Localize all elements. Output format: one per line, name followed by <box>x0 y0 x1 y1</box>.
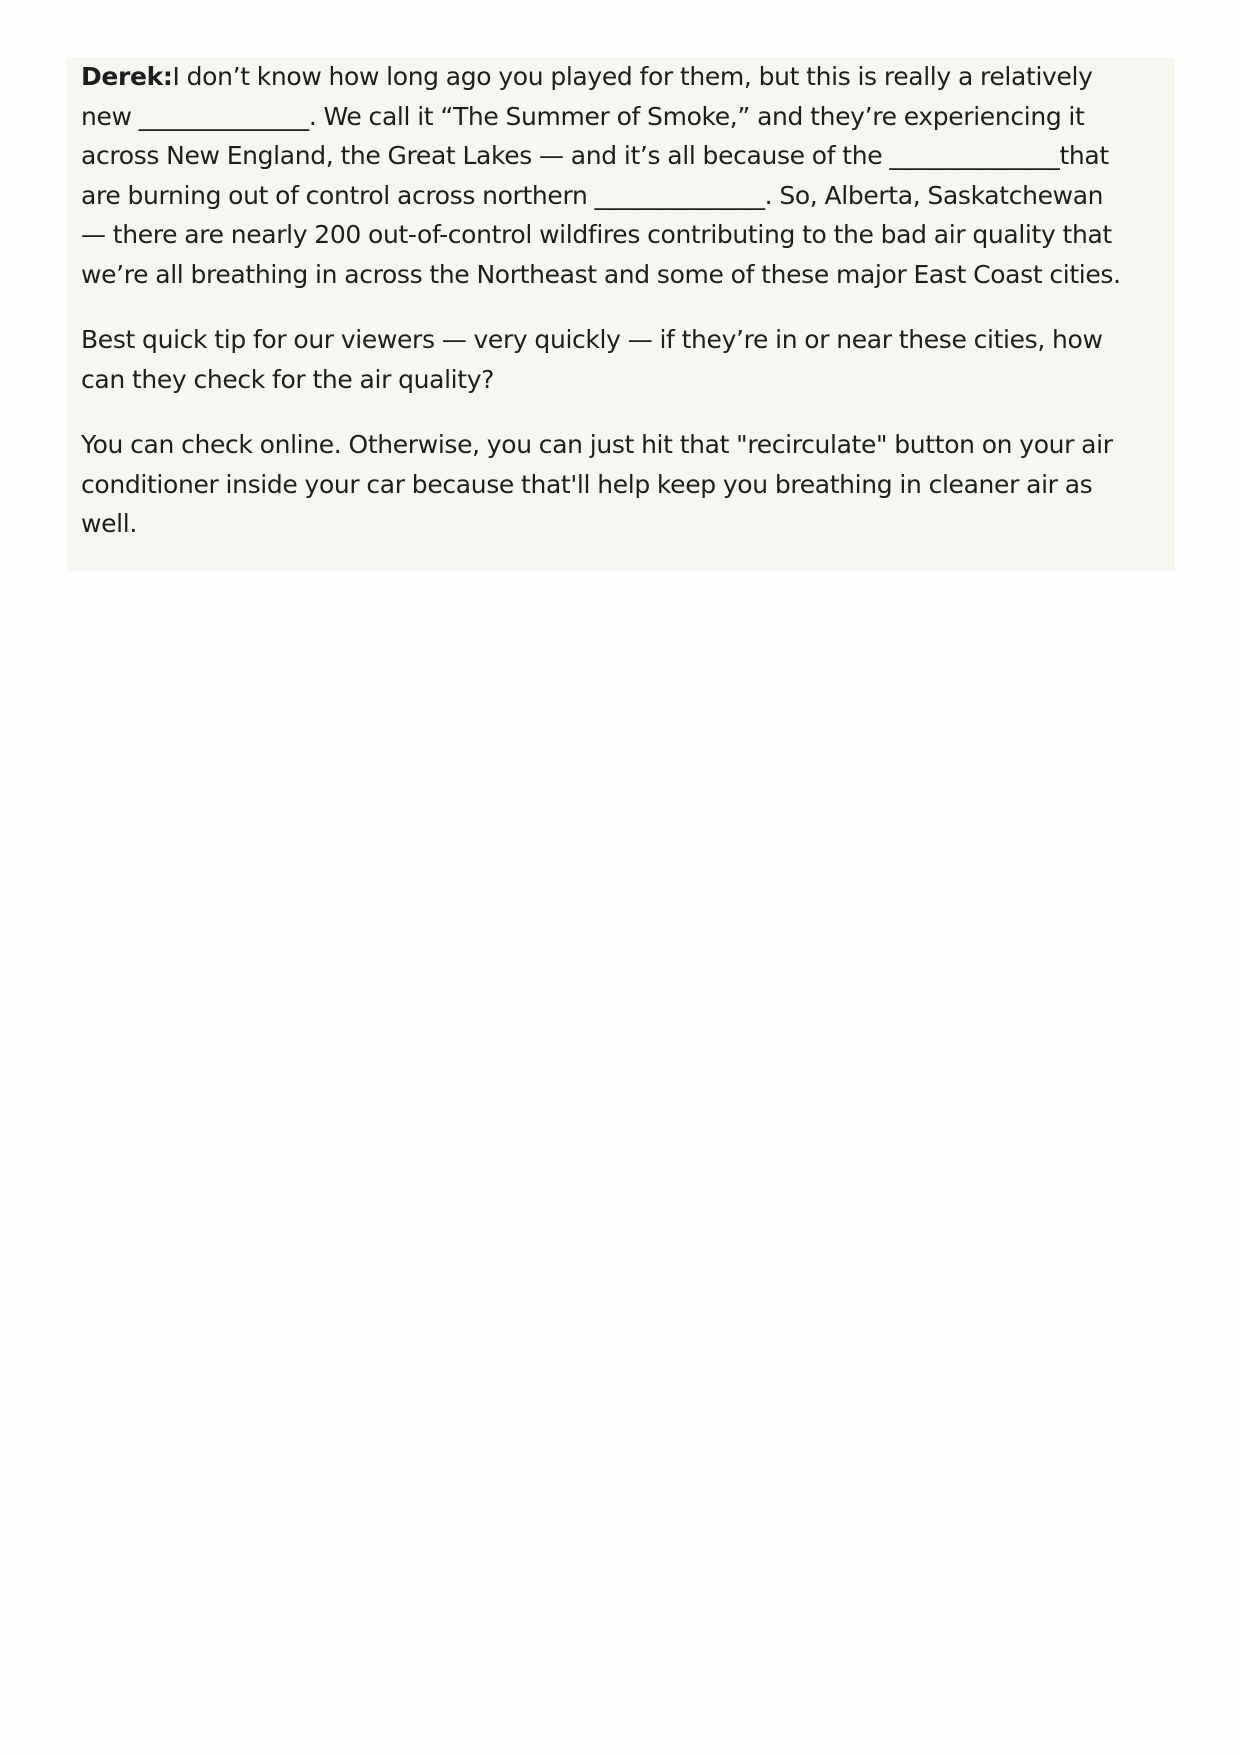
text-line: — there are nearly 200 out-of-control wildfires contributing to the bad air quality that <box>81 220 1112 250</box>
text-line: we’re all breathing in across the Northeast and some of these major East Coast cities. <box>81 259 1121 289</box>
text-line: new ______________. We call it “The Summer of Smoke,” and they’re experiencing it <box>81 101 1085 131</box>
text-line: well. <box>81 509 137 539</box>
question-paragraph <box>81 320 1160 399</box>
text-line: are burning out of control across northern ______________. So, Alberta, Saskatchewan <box>81 180 1104 210</box>
text-line: You can check online. Otherwise, you can just hit that "recirculate" button on your air <box>81 430 1113 459</box>
text-line: conditioner inside your car because that'll help keep you breathing in cleaner air as <box>81 469 1093 499</box>
speaker-label: Derek: <box>81 62 173 91</box>
text-line <box>81 57 1160 97</box>
text-line-content: I don’t know how long ago you played for them, but this is really a relatively <box>172 62 1093 91</box>
dialogue-box <box>66 57 1175 571</box>
answer-paragraph <box>81 425 1160 544</box>
text-line: can they check for the air quality? <box>81 364 495 394</box>
text-line: across New England, the Great Lakes — and it’s all because of the ______________that <box>81 141 1109 171</box>
text-line: Best quick tip for our viewers — very quickly — if they’re in or near these cities, how <box>81 325 1103 354</box>
derek-paragraph <box>81 57 1160 295</box>
